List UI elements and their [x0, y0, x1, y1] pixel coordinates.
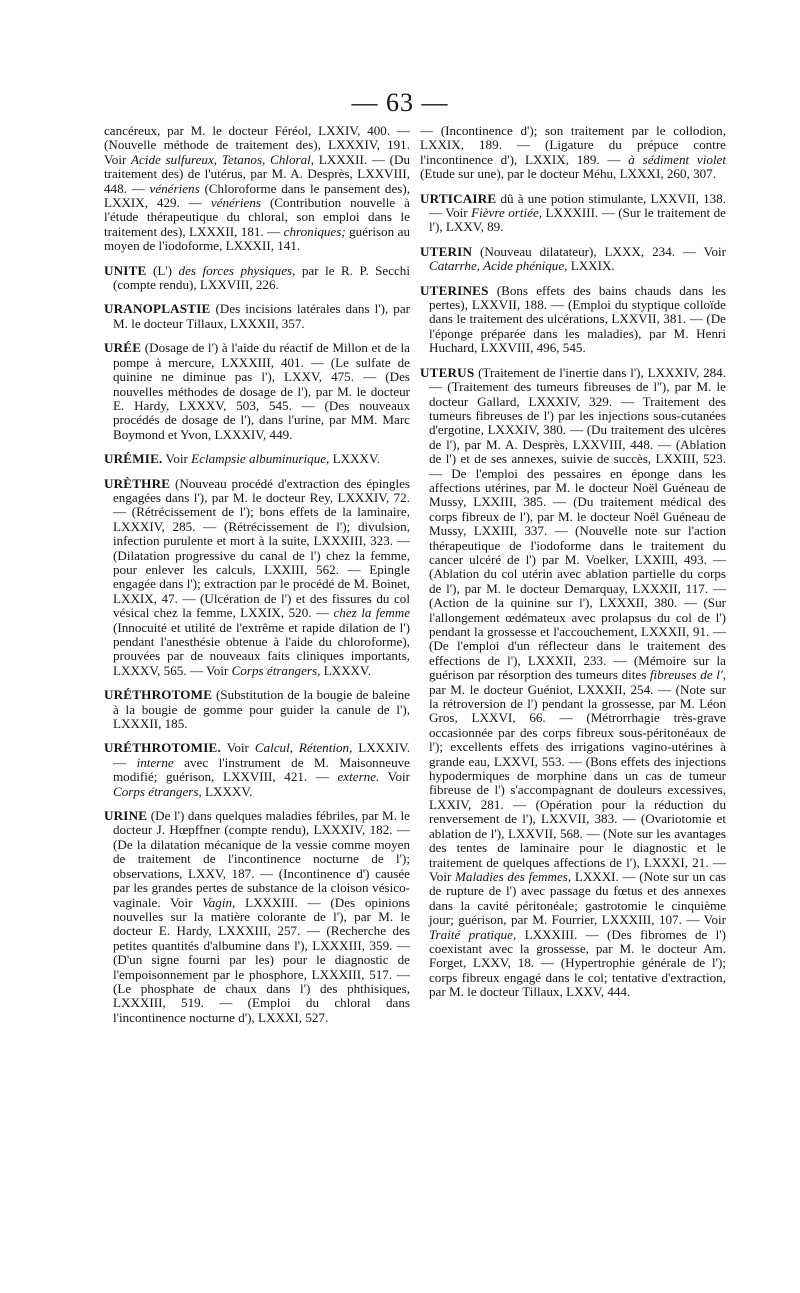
entry-italic-text: Vagin,: [202, 894, 236, 910]
entry-text: (Dosage de l') à l'aide du réactif de Millon et de la pompe à mercure, LXXXIII, 401. — (Le sulfate de quinine ne diminue pas l'), LXXV, 475. — (Des nouvelles méthodes de dosage de l'), par M. le docteur E. Hardy, LXXXV, 503, 545. — (Des nouveaux procédés de dosage de l'), dans l'urine, par MM. Marc Boymond et Yvon, LXXXIV, 449.: [113, 340, 410, 442]
entry-headword: URÈTHRE: [104, 475, 171, 491]
entry-italic-text: Maladies des femmes,: [455, 868, 572, 884]
entry-italic-text: Catarrhe, Acide phénique,: [429, 258, 568, 274]
entry-text: guérison au moyen de l'iodoforme, LXXXII, 141.: [104, 223, 410, 254]
entry-text: par M. le docteur Guéniot, LXXXII, 254. — (Note sur la rétroversion de l') pendant la grossesse, par M. Léon Gros, LXXVI, 66. — (Métrorrhagie très-grave occasionnée par des corps fibreux sous-péritonéaux de l'); excellents effets des irrigations vagino-utérines à grande eau, LXXVI, 553. — (Bons effets des injections hypodermiques de morphine dans un cas de tumeur fibreuse de l') s'accompagnant de douleurs excessives, LXXIV, 281. — (Opération pour la réduction du renversement de l'), LXXVII, 383. — (Ovariotomie et ablation de l'), LXXVII, 568. — (Note sur les avantages des tentes de laminaire pour le diagnostic et le traitement de quelques affections de l'), LXXXI, 21. — Voir: [429, 681, 726, 884]
entry-text: (Traitement de l'inertie dans l'), LXXXIV, 284. — (Traitement des tumeurs fibreuses de l''), par M. le docteur Gallard, LXXXIV, 329. — Traitement des tumeurs fibreuses de l') par les injections sous-cutanées d'ergotine, LXXXIV, 380. — (Du traitement des ulcères de l'), par M. A. Desprès, LXXVIII, 448. — (Ablation de l') et de ses annexes, suivie de succès, LXXIII, 523. — De l'emploi des pessaires en éponge dans les affections utérines, par M. le docteur Noël Guéneau de Mussy, LXXIII, 385. — (Du traitement médical des corps fibreux de l'), par M. le docteur Noël Guéneau de Mussy, LXXIII, 337. — (Nouvelle note sur l'action thérapeutique de l'iodoforme dans le traitement du cancer ulcéré de l') par M. Voelker, LXXIII, 493. — (Ablation du col utérin avec ablation partielle du corps de l'), par M. le docteur Demarquay, LXXXII, 117. — (Action de la quinine sur l'), LXXXII, 380. — (Sur l'allongement œdémateux avec prolapsus du col de l') pendant la grossesse et l'accouchement, LXXXII, 91. — (De l'emploi d'un réflecteur dans le traitement des effections de l'), LXXXII, 233. — (Mémoire sur la guérison par résorption des tumeurs dites: [429, 364, 726, 683]
index-entry: [420, 124, 726, 182]
entry-headword: URTICAIRE: [420, 190, 497, 206]
index-entry: [104, 688, 410, 731]
entry-text: LXXXV.: [320, 662, 372, 678]
index-entry: [420, 366, 726, 1000]
entry-italic-text: vénériens: [149, 180, 200, 196]
entry-text: avec l'instrument de M. Maisonneuve modifié; guérison, LXXVIII, 421. —: [113, 754, 410, 785]
entry-text: LXXXII. — (Du traitement des) de l'utérus, par M. A. Desprès, LXXVIII, 448. —: [104, 151, 410, 196]
entry-text: LXXXIII. — (Sur le traitement de l'), LXXV, 89.: [429, 205, 726, 235]
entry-text: Voir: [379, 769, 410, 785]
page-number: — 63 —: [351, 88, 449, 117]
entry-text: (Contribution nouvelle à l'étude thérapeutique du chloral, son emploi dans le traitement des), LXXXII, 181. —: [104, 195, 410, 239]
entry-text: (De l') dans quelques maladies fébriles, par M. le docteur J. Hœpffner (compte rendu), LXXXIV, 182. — (De la dilatation mécanique de la vessie comme moyen de traitement de l'incontinence nocturne de l'); observations, LXXV, 187. — (Incontinence d') causée par les grandes pertes de substance de la cloison vésico-vaginale. Voir: [113, 808, 410, 910]
entry-italic-text: des forces physiques,: [178, 262, 296, 278]
entry-headword: UTERINES: [420, 282, 489, 298]
index-entry: [104, 124, 410, 254]
entry-italic-text: Calcul, Rétention,: [254, 740, 353, 756]
entry-headword: URÉTHROTOME: [104, 687, 213, 703]
index-entry: [104, 341, 410, 442]
entry-text: LXXXIV. —: [113, 740, 410, 770]
entry-italic-text: chroniques;: [283, 223, 346, 239]
entry-headword: UTERUS: [420, 364, 475, 380]
index-entry: [420, 284, 726, 356]
entry-headword: URÉE: [104, 340, 142, 356]
entry-text: dû à une potion stimulante, LXXVII, 138. — Voir: [429, 190, 726, 221]
entry-text: LXXXV.: [201, 783, 253, 799]
entry-text: Voir: [220, 740, 255, 756]
entry-headword: UNITE: [104, 262, 147, 278]
entry-italic-text: Eclampsie albuminurique,: [191, 451, 330, 467]
entry-text: (L'): [146, 262, 179, 278]
entry-text: LXXXIII. — (Des opinions nouvelles sur la matière colorante de l'), par M. le docteur E. Hardy, LXXXIII, 257. — (Recherche des petites quantités d'albumine dans l'), LXXXIII, 359. — (D'un signe fourni par les) pour le diagnostic de l'empoisonnement par le phosphore, LXXXIII, 517. — (Le phosphate de chaux dans l') des phthisiques, LXXXIII, 519. — (Emploi du chloral dans l'incontinence nocturne d'), LXXXI, 527.: [113, 894, 410, 1025]
entry-text: — (Incontinence d'); son traitement par le collodion, LXXIX, 189. — (Ligature du prépuce contre l'incontinence d'), LXXIX, 189. —: [420, 123, 726, 167]
entry-text: (Des incisions latérales dans l'), par M. le docteur Tillaux, LXXXII, 357.: [113, 301, 410, 331]
entry-text: Voir: [162, 451, 192, 467]
entry-headword: UTERIN: [420, 243, 473, 259]
entry-text: (Substitution de la bougie de baleine à la bougie de gomme pour guider la canule de l'), LXXXII, 185.: [113, 687, 410, 732]
index-entry: [104, 264, 410, 293]
entry-text: (Chloroforme dans le pansement des), LXXIX, 429. —: [104, 180, 410, 211]
index-entry: [104, 809, 410, 1025]
entry-text: LXXXIII. — (Des fibromes de l') coexistant avec la grossesse, par M. le docteur Am. Forget, LXXV, 18. — (Hypertrophie générale de l'); corps fibreux engagé dans le col; tentative d'extraction, par M. le docteur Tillaux, LXXV, 444.: [429, 926, 726, 1000]
entry-text: par le R. P. Secchi (compte rendu), LXXVIII, 226.: [113, 262, 410, 293]
entry-headword: URINE: [104, 808, 148, 824]
entry-text: cancéreux, par M. le docteur Féréol, LXXIV, 400. — (Nouvelle méthode de traitement des), LXXXIV, 191. Voir: [104, 123, 410, 167]
entry-italic-text: interne: [136, 754, 174, 770]
index-entry: [104, 741, 410, 799]
entry-text: (Bons effets des bains chauds dans les pertes), LXXVII, 188. — (Emploi du styptique colloïde dans le traitement des ulcérations, LXXVII, 381. — (De l'éponge préparée dans les maladies), par M. Henri Huchard, LXXVIII, 496, 545.: [429, 282, 726, 356]
entry-italic-text: Fièvre ortiée,: [471, 205, 543, 221]
entry-text: (Nouveau dilatateur), LXXX, 234. — Voir: [472, 243, 726, 259]
entry-italic-text: Acide sulfureux, Tetanos, Chloral,: [131, 151, 315, 167]
entry-text: LXXIX.: [567, 258, 615, 274]
entry-text: LXXXI. — (Note sur un cas de rupture de l') avec passage du fœtus et des annexes dans la cavité péritonéale; gastrotomie le cinquième jour; guérison, par M. Fourrier, LXXXIII, 107. — Voir: [429, 868, 726, 928]
index-entry: [104, 302, 410, 331]
right-column: [420, 124, 726, 1010]
entry-text: (Innocuité et utilité de l'extrême et rapide dilation de l') pendant l'anesthésie obtenue à l'aide du chloroforme), prouvées par de nouveaux faits cliniques importants, LXXXV, 565. — Voir: [113, 619, 410, 678]
entry-text: (Etude sur une), par le docteur Méhu, LXXXI, 260, 307.: [420, 166, 716, 182]
index-entry: [420, 192, 726, 235]
entry-headword: URANOPLASTIE: [104, 301, 211, 317]
index-entry: [420, 245, 726, 274]
entry-italic-text: externe.: [337, 769, 380, 785]
entry-text: LXXXV.: [329, 451, 381, 467]
entry-italic-text: Corps étrangers,: [231, 662, 321, 678]
entry-headword: URÉTHROTOMIE.: [104, 740, 221, 756]
entry-italic-text: chez la femme: [333, 605, 411, 621]
entry-italic-text: Traité pratique,: [429, 926, 517, 942]
entry-italic-text: Corps étrangers,: [113, 783, 202, 799]
entry-headword: URÉMIE.: [104, 451, 163, 467]
entry-italic-text: vénériens: [210, 195, 261, 211]
entry-text: (Nouveau procédé d'extraction des épingles engagées dans l'), par M. le docteur Rey, LXXXIV, 72. — (Rétrécissement de l'); bons effets de la laminaire, LXXXIV, 285. — (Rétrécissement de l'); divulsion, infection purulente et mort à la suite, LXXXIII, 323. — (Dilatation progressive du canal de l') chez la femme, pour enlever les calculs, LXXIII, 562. — Epingle engagée dans l'); extraction par le procédé de M. Boinet, LXXIX, 47. — (Ulcération de l') et des fissures du col vésical chez la femme, LXXIX, 520. —: [113, 475, 410, 621]
entry-italic-text: à sédiment violet: [628, 151, 726, 167]
index-entry: [104, 452, 410, 466]
index-entry: [104, 477, 410, 679]
entry-italic-text: fibreuses de l',: [649, 667, 726, 683]
left-column: [104, 124, 410, 1035]
